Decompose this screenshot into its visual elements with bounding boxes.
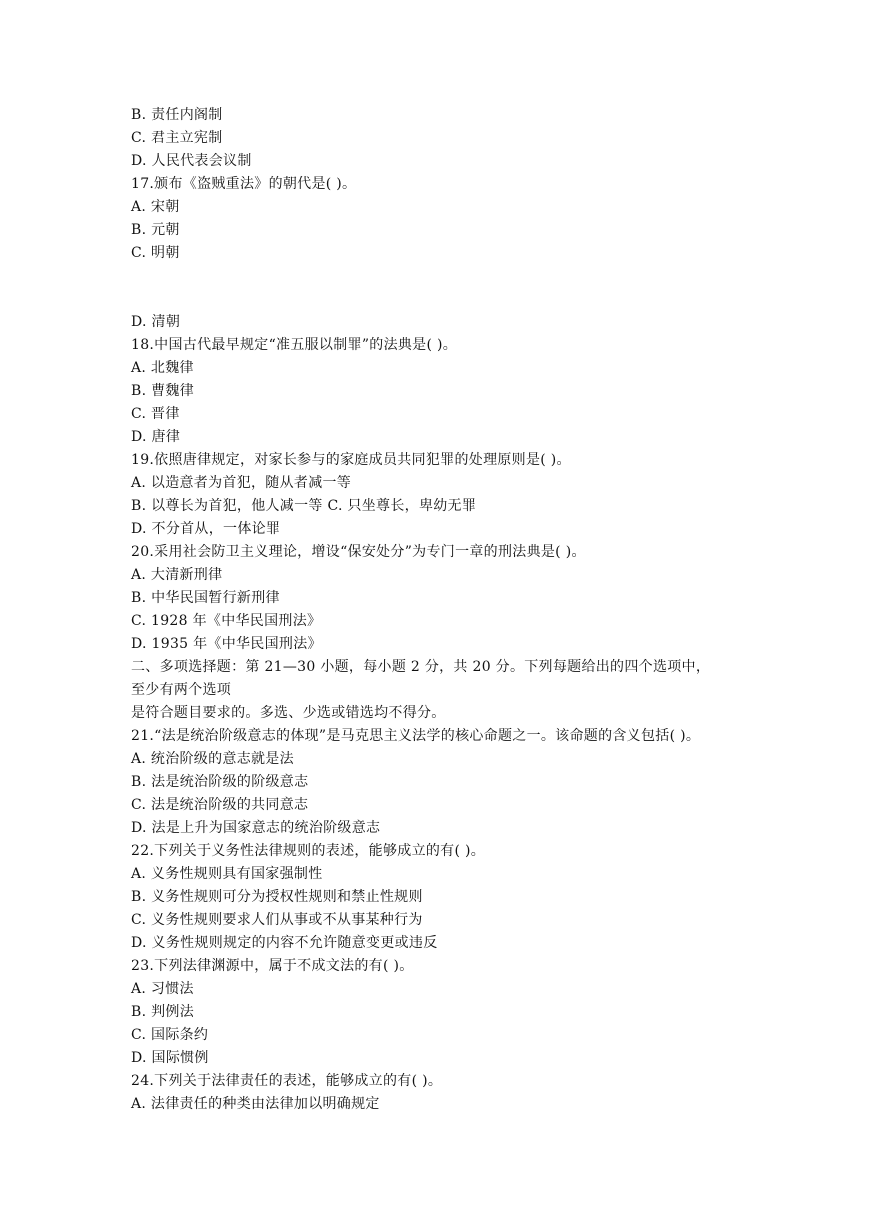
question-21: 21.“法是统治阶级意志的体现”是马克思主义法学的核心命题之一。该命题的含义包括( )。 [131,728,701,744]
question-18: 18.中国古代最早规定“准五服以制罪”的法典是( )。 [131,337,458,353]
question-22: 22.下列关于义务性法律规则的表述，能够成立的有( )。 [131,843,486,859]
option-line: A. 统治阶级的意志就是法 [131,751,294,767]
option-line: C. 明朝 [131,245,180,261]
option-line: D. 清朝 [131,314,181,330]
question-24: 24.下列关于法律责任的表述，能够成立的有( )。 [131,1073,443,1089]
option-line: D. 唐律 [131,429,181,445]
option-line: A. 法律责任的种类由法律加以明确规定 [131,1096,380,1112]
question-19: 19.依照唐律规定，对家长参与的家庭成员共同犯罪的处理原则是( )。 [131,452,571,468]
option-line: B. 义务性规则可分为授权性规则和禁止性规则 [131,889,423,905]
blank-space [131,265,751,311]
option-line: B. 法是统治阶级的阶级意志 [131,774,309,790]
option-line: D. 义务性规则规定的内容不允许随意变更或违反 [131,935,438,951]
option-line: B. 中华民国暂行新刑律 [131,590,280,606]
option-line: D. 人民代表会议制 [131,153,252,169]
option-line: A. 大清新刑律 [131,567,223,583]
option-line: C. 法是统治阶级的共同意志 [131,797,309,813]
option-line: A. 以造意者为首犯，随从者减一等 [131,475,352,491]
option-line: C. 义务性规则要求人们从事或不从事某种行为 [131,912,423,928]
option-line: A. 宋朝 [131,199,180,215]
option-line: C. 国际条约 [131,1027,209,1043]
section-heading: 至少有两个选项 [131,682,232,698]
option-line: D. 1935 年《中华民国刑法》 [131,636,322,652]
option-line: C. 1928 年《中华民国刑法》 [131,613,322,629]
option-line: B. 判例法 [131,1004,194,1020]
question-17: 17.颁布《盗贼重法》的朝代是( )。 [131,176,357,192]
question-20: 20.采用社会防卫主义理论，增设“保安处分”为专门一章的刑法典是( )。 [131,544,586,560]
option-line: B. 责任内阁制 [131,107,223,123]
option-line: B. 曹魏律 [131,383,194,399]
option-line: C. 君主立宪制 [131,130,223,146]
option-line: D. 法是上升为国家意志的统治阶级意志 [131,820,381,836]
section-heading: 二、多项选择题：第 21—30 小题，每小题 2 分，共 20 分。下列每题给出的四个选项中， [131,659,711,675]
question-23: 23.下列法律渊源中，属于不成文法的有( )。 [131,958,414,974]
option-line: B. 元朝 [131,222,180,238]
option-line: C. 晋律 [131,406,180,422]
option-line: A. 义务性规则具有国家强制性 [131,866,323,882]
option-line: B. 以尊长为首犯，他人减一等 C. 只坐尊长，卑幼无罪 [131,498,477,514]
section-heading: 是符合题目要求的。多选、少选或错选均不得分。 [131,705,446,721]
option-line: A. 习惯法 [131,981,194,997]
option-line: D. 不分首从，一体论罪 [131,521,281,537]
exam-text [131,104,751,1116]
option-line: D. 国际惯例 [131,1050,209,1066]
option-line: A. 北魏律 [131,360,194,376]
